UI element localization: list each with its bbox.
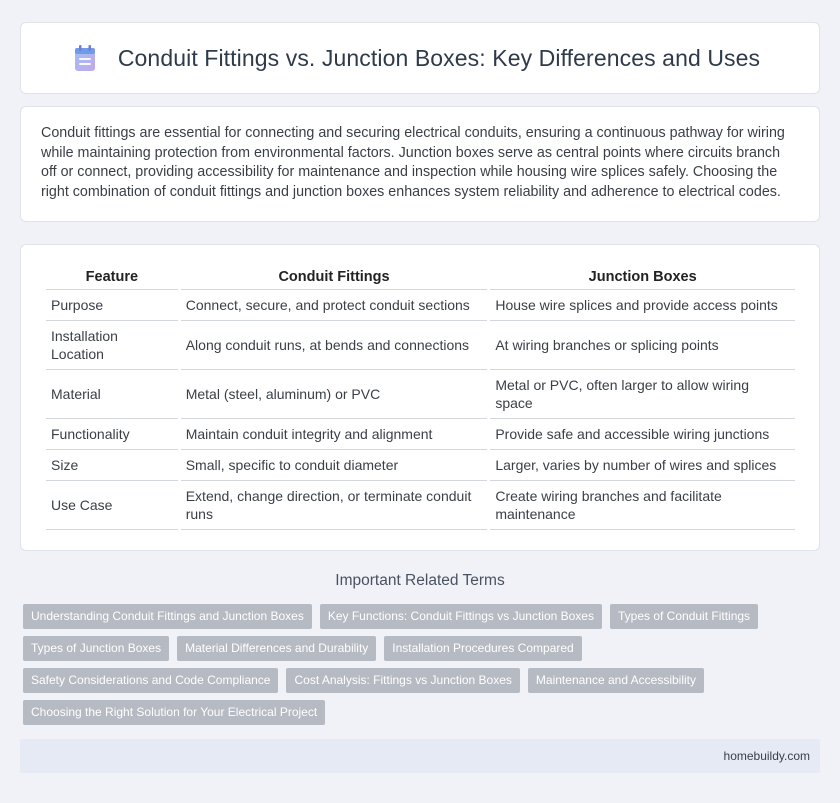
table-cell: Size	[46, 450, 178, 481]
table-header-row	[46, 265, 795, 290]
related-tag[interactable]: Key Functions: Conduit Fittings vs Junction Boxes	[320, 604, 602, 629]
table-row	[46, 370, 795, 419]
related-tag[interactable]: Types of Junction Boxes	[23, 636, 169, 661]
related-tag[interactable]: Safety Considerations and Code Compliance	[23, 668, 278, 693]
table-row	[46, 321, 795, 370]
related-terms-title: Important Related Terms	[335, 572, 505, 589]
comparison-table	[43, 265, 798, 530]
page-title: Conduit Fittings vs. Junction Boxes: Key Differences and Uses	[117, 44, 761, 71]
header-card	[20, 22, 820, 94]
header	[21, 23, 819, 93]
document-icon	[72, 44, 98, 72]
intro-card	[20, 106, 820, 222]
table-cell: Material	[46, 370, 178, 419]
footer-site-link[interactable]: homebuildy.com	[723, 749, 810, 763]
intro-text: Conduit fittings are essential for connecting and securing electrical conduits, ensuring a continuous pathway for wiring while maintaining protection from environmental factors. Junction boxes serve as central points where circuits branch off or connect, providing accessibility for maintenance and inspection while housing wire splices safely. Choosing the right combination of conduit fittings and junction boxes enhances system reliability and adherence to electrical codes.	[41, 125, 785, 200]
column-header-conduit-fittings: Conduit Fittings	[181, 265, 488, 290]
related-tag[interactable]: Material Differences and Durability	[177, 636, 376, 661]
table-cell: Small, specific to conduit diameter	[181, 450, 488, 481]
table-cell: Metal (steel, aluminum) or PVC	[181, 370, 488, 419]
table-cell: House wire splices and provide access points	[490, 290, 795, 321]
table-row	[46, 450, 795, 481]
table-cell: Create wiring branches and facilitate maintenance	[490, 481, 795, 530]
table-cell: Connect, secure, and protect conduit sections	[181, 290, 488, 321]
table-cell: Functionality	[46, 419, 178, 450]
table-cell: Larger, varies by number of wires and splices	[490, 450, 795, 481]
table-cell: Maintain conduit integrity and alignment	[181, 419, 488, 450]
table-cell: Installation Location	[46, 321, 178, 370]
related-tag[interactable]: Understanding Conduit Fittings and Junction Boxes	[23, 604, 312, 629]
table-cell: Metal or PVC, often larger to allow wiring space	[490, 370, 795, 419]
table-cell: Extend, change direction, or terminate conduit runs	[181, 481, 488, 530]
related-terms-tags	[23, 604, 823, 732]
table-row	[46, 419, 795, 450]
table-cell: Purpose	[46, 290, 178, 321]
related-tag[interactable]: Installation Procedures Compared	[384, 636, 581, 661]
related-tag[interactable]: Maintenance and Accessibility	[528, 668, 704, 693]
table-cell: At wiring branches or splicing points	[490, 321, 795, 370]
footer	[20, 739, 820, 773]
related-tag[interactable]: Types of Conduit Fittings	[610, 604, 758, 629]
table-cell: Along conduit runs, at bends and connections	[181, 321, 488, 370]
column-header-feature: Feature	[46, 265, 178, 290]
table-row	[46, 481, 795, 530]
related-tag[interactable]: Cost Analysis: Fittings vs Junction Boxes	[286, 668, 519, 693]
table-cell: Provide safe and accessible wiring junctions	[490, 419, 795, 450]
table-cell: Use Case	[46, 481, 178, 530]
column-header-junction-boxes: Junction Boxes	[490, 265, 795, 290]
related-tag[interactable]: Choosing the Right Solution for Your Electrical Project	[23, 700, 325, 725]
table-row	[46, 290, 795, 321]
comparison-card	[20, 244, 820, 551]
